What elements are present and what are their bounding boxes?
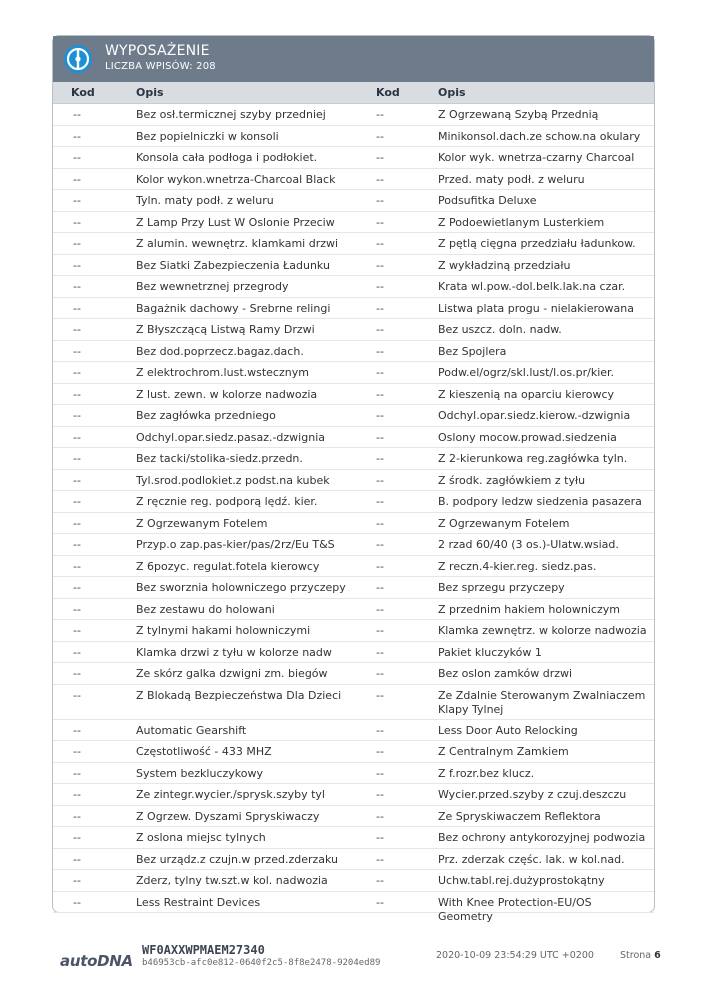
column-header-kod-2: Kod [376,86,400,99]
cell-kod-2: -- [376,559,384,573]
cell-kod: -- [73,788,81,801]
cell-kod-2: -- [376,495,384,508]
cell-kod-2: -- [376,624,384,637]
table-row [53,169,654,191]
cell-opis: Automatic Gearshift [136,723,247,737]
cell-kod-2: -- [376,538,384,551]
table-row [53,233,654,255]
cell-kod: -- [73,108,81,121]
cell-kod-2: -- [376,874,384,887]
cell-kod-2: -- [376,809,384,823]
cell-opis: Kolor wykon.wnetrza-Charcoal Black [136,172,336,186]
cell-kod: -- [73,258,81,272]
cell-kod: -- [73,581,81,594]
cell-kod: -- [73,194,81,207]
cell-opis-2: Klamka zewnętrz. w kolorze nadwozia [438,624,647,637]
cell-opis-2: Z pętlą cięgna przedziału ładunkow. [438,237,636,250]
cell-kod: -- [73,874,81,887]
cell-kod: -- [73,280,81,293]
table-header [53,82,654,104]
cell-kod: -- [73,516,81,530]
cell-opis: Bez zestawu do holowani [136,602,275,616]
cell-kod-2: -- [376,301,384,315]
cell-kod-2: -- [376,473,384,487]
table-row [53,448,654,470]
cell-opis: Zderz, tylny tw.szt.w kol. nadwozia [136,874,328,887]
cell-kod: -- [73,301,81,315]
cell-kod-2: -- [376,344,384,358]
cell-kod: -- [73,559,81,573]
cell-kod: -- [73,538,81,551]
cell-opis: Bez osł.termicznej szyby przedniej [136,108,326,121]
cell-opis-2: Bez sprzegu przyczepy [438,581,565,594]
cell-kod-2: -- [376,723,384,737]
table-row [53,212,654,234]
cell-opis-2: Z środk. zagłówkiem z tyłu [438,473,586,487]
table-row [53,190,654,212]
cell-opis: Z Ogrzewanym Fotelem [136,516,268,530]
cell-opis-2: Bez Spojlera [438,344,507,358]
page-footer [0,936,706,996]
table-row [53,827,654,849]
table-row [53,405,654,427]
table-row [53,892,654,923]
cell-kod: -- [73,831,81,844]
table-row [53,720,654,742]
cell-kod: -- [73,172,81,186]
cell-opis-2: Podw.el/ogrz/skl.lust/l.os.pr/kier. [438,366,615,379]
page-label: Strona [620,950,652,961]
cell-kod: -- [73,624,81,637]
cell-kod: -- [73,895,81,909]
cell-kod-2: -- [376,831,384,844]
cell-kod: -- [73,387,81,401]
column-header-opis-2: Opis [438,86,466,99]
cell-kod: -- [73,323,81,336]
cell-kod: -- [73,366,81,379]
cell-opis-2: Less Door Auto Relocking [438,723,578,737]
cell-opis-2: Z Podoewietlanym Lusterkiem [438,215,605,229]
cell-opis: Z oslona miejsc tylnych [136,831,266,844]
cell-opis: Z elektrochrom.lust.wstecznym [136,366,309,379]
cell-opis-2: Ze Zdalnie Sterowanym Zwalniaczem Klapy Tylnej [438,688,646,716]
cell-kod: -- [73,495,81,508]
cell-opis-2: Krata wl.pow.-dol.belk.lak.na czar. [438,280,626,293]
cell-kod: -- [73,723,81,737]
cell-kod-2: -- [376,172,384,186]
cell-opis: Bez urządz.z czujn.w przed.zderzaku [136,852,339,866]
cell-kod-2: -- [376,129,384,143]
table-row [53,763,654,785]
cell-kod-2: -- [376,258,384,272]
cell-opis-2: B. podpory ledzw siedzenia pasazera [438,495,642,508]
cell-kod-2: -- [376,108,384,121]
cell-opis: Bez popielniczki w konsoli [136,129,279,143]
cell-kod: -- [73,602,81,616]
cell-kod-2: -- [376,745,384,758]
cell-kod: -- [73,452,81,465]
cell-kod-2: -- [376,852,384,866]
cell-kod-2: -- [376,581,384,594]
cell-kod: -- [73,430,81,444]
cell-kod: -- [73,809,81,823]
cell-kod: -- [73,667,81,680]
cell-opis: Bez wewnetrznej przegrody [136,280,289,293]
table-row [53,513,654,535]
cell-opis-2: Oslony mocow.prowad.siedzenia [438,430,617,444]
cell-opis: Bez sworznia holowniczego przyczepy [136,581,346,594]
cell-kod-2: -- [376,430,384,444]
cell-opis-2: Z kieszenią na oparciu kierowcy [438,387,615,401]
cell-opis-2: Z wykładziną przedziału [438,258,571,272]
cell-opis: Odchyl.opar.siedz.pasaz.-dzwignia [136,430,325,444]
cell-kod: -- [73,766,81,780]
cell-opis: Z Ogrzew. Dyszami Spryskiwaczy [136,809,320,823]
cell-kod-2: -- [376,409,384,422]
cell-kod-2: -- [376,215,384,229]
cell-kod-2: -- [376,151,384,164]
cell-opis: Z 6pozyc. regulat.fotela kierowcy [136,559,320,573]
cell-opis-2: Z Centralnym Zamkiem [438,745,569,758]
cell-kod-2: -- [376,602,384,616]
autodna-logo: autoDNA [60,952,133,970]
table-row [53,663,654,685]
cell-kod-2: -- [376,323,384,336]
cell-kod-2: -- [376,366,384,379]
cell-kod: -- [73,645,81,659]
cell-opis: Bez Siatki Zabezpieczenia Ładunku [136,258,330,272]
cell-opis: Przyp.o zap.pas-kier/pas/2rz/Eu T&S [136,538,335,551]
cell-kod-2: -- [376,237,384,250]
table-row [53,620,654,642]
cell-opis-2: 2 rzad 60/40 (3 os.)-Ulatw.wsiad. [438,538,619,551]
table-row [53,741,654,763]
page-indicator [620,950,661,961]
cell-opis: Z Blokadą Bezpieczeństwa Dla Dzieci [136,688,342,702]
vin-number: WF0AXXWPMAEM27340 [142,943,265,957]
table-row [53,298,654,320]
cell-kod: -- [73,129,81,143]
steering-wheel-icon [63,44,93,74]
table-row [53,147,654,169]
cell-kod: -- [73,745,81,758]
cell-opis-2: Z przednim hakiem holowniczym [438,602,620,616]
cell-kod-2: -- [376,766,384,780]
cell-kod-2: -- [376,194,384,207]
table-row [53,126,654,148]
table-row [53,642,654,664]
table-row [53,491,654,513]
cell-kod: -- [73,688,81,702]
cell-opis-2: Kolor wyk. wnetrza-czarny Charcoal [438,151,635,164]
report-hash: b46953cb-afc0e812-0640f2c5-8f8e2478-9204ed89 [142,958,381,968]
cell-kod-2: -- [376,645,384,659]
cell-opis: Bez dod.poprzecz.bagaz.dach. [136,344,304,358]
cell-opis: Ze zintegr.wycier./sprysk.szyby tyl [136,788,325,801]
cell-opis: Tyln. maty podł. z weluru [136,194,274,207]
report-timestamp: 2020-10-09 23:54:29 UTC +0200 [436,950,594,961]
cell-kod-2: -- [376,688,384,702]
table-row [53,104,654,126]
cell-kod: -- [73,344,81,358]
table-row [53,784,654,806]
cell-opis-2: Z Ogrzewaną Szybą Przednią [438,108,599,121]
cell-kod-2: -- [376,895,384,909]
cell-kod-2: -- [376,387,384,401]
cell-kod: -- [73,151,81,164]
table-row [53,470,654,492]
cell-opis: Z Błyszczącą Listwą Ramy Drzwi [136,323,315,336]
column-header-kod: Kod [71,86,95,99]
cell-opis-2: Z f.rozr.bez klucz. [438,766,535,780]
cell-opis: Konsola cała podłoga i podłokiet. [136,151,318,164]
cell-kod-2: -- [376,788,384,801]
cell-kod-2: -- [376,516,384,530]
table-row [53,599,654,621]
cell-opis: Less Restraint Devices [136,895,261,909]
cell-opis: Ze skórz galka dzwigni zm. biegów [136,667,328,680]
table-row [53,534,654,556]
table-row [53,276,654,298]
cell-kod: -- [73,215,81,229]
cell-opis: Bagażnik dachowy - Srebrne relingi [136,301,331,315]
cell-opis: Z lust. zewn. w kolorze nadwozia [136,387,318,401]
table-row [53,319,654,341]
cell-opis-2: Bez ochrony antykorozyjnej podwozia [438,831,646,844]
cell-opis-2: Z reczn.4-kier.reg. siedz.pas. [438,559,597,573]
cell-kod: -- [73,237,81,250]
cell-opis: Bez zagłówka przedniego [136,409,276,422]
cell-opis-2: Bez uszcz. doln. nadw. [438,323,562,336]
cell-kod: -- [73,473,81,487]
table-row [53,362,654,384]
cell-opis-2: Przed. maty podł. z weluru [438,172,585,186]
cell-opis-2: Podsufitka Deluxe [438,194,537,207]
cell-opis: Bez tacki/stolika-siedz.przedn. [136,452,303,465]
table-row [53,255,654,277]
cell-kod: -- [73,852,81,866]
cell-opis: Z Lamp Przy Lust W Oslonie Przeciw [136,215,335,229]
table-row [53,849,654,871]
table-row [53,806,654,828]
cell-opis: Z alumin. wewnętrz. klamkami drzwi [136,237,339,250]
cell-opis-2: Uchw.tabl.rej.dużyprostokątny [438,874,605,887]
cell-opis-2: Wycier.przed.szyby z czuj.deszczu [438,788,627,801]
cell-opis: Częstotliwość - 433 MHZ [136,745,272,758]
cell-opis-2: Pakiet kluczyków 1 [438,645,542,659]
cell-opis-2: Minikonsol.dach.ze schow.na okulary [438,129,641,143]
cell-kod-2: -- [376,452,384,465]
entries-count: LICZBA WPISÓW: 208 [105,61,216,72]
cell-opis-2: Bez oslon zamków drzwi [438,667,573,680]
table-row [53,384,654,406]
cell-kod-2: -- [376,667,384,680]
table-row [53,427,654,449]
cell-opis: Z ręcznie reg. podporą lędź. kier. [136,495,318,508]
cell-opis-2: Ze Spryskiwaczem Reflektora [438,809,601,823]
table-row [53,341,654,363]
column-header-opis: Opis [136,86,164,99]
cell-opis: Klamka drzwi z tyłu w kolorze nadw [136,645,332,659]
panel-header [53,36,654,82]
cell-opis-2: Odchyl.opar.siedz.kierow.-dzwignia [438,409,631,422]
cell-opis-2: Prz. zderzak częśc. lak. w kol.nad. [438,852,625,866]
cell-kod: -- [73,409,81,422]
cell-opis-2: Listwa plata progu - nielakierowana [438,301,634,315]
table-row [53,556,654,578]
cell-opis: Tyl.srod.podlokiet.z podst.na kubek [136,473,330,487]
cell-opis-2: With Knee Protection-EU/OS Geometry [438,895,592,923]
cell-opis: System bezkluczykowy [136,766,263,780]
table-row [53,577,654,599]
equipment-panel [52,35,655,923]
panel-title: WYPOSAŻENIE [105,43,210,59]
cell-opis-2: Z 2-kierunkowa reg.zagłówka tyln. [438,452,628,465]
table-row [53,870,654,892]
cell-kod-2: -- [376,280,384,293]
table-body [53,104,654,923]
cell-opis-2: Z Ogrzewanym Fotelem [438,516,570,530]
table-row [53,685,654,720]
cell-opis: Z tylnymi hakami holowniczymi [136,624,311,637]
page-number: 6 [654,950,661,961]
